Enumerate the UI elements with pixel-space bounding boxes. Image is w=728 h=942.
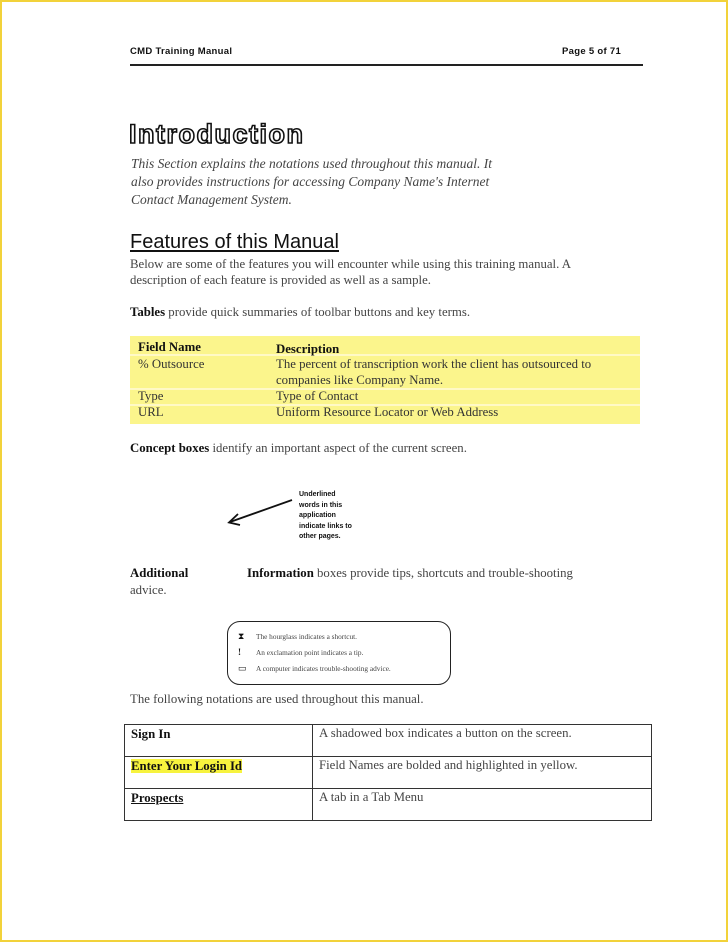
table-header-field-name: Field Name (138, 340, 201, 354)
intro-text (131, 155, 521, 209)
notation-key: Enter Your Login Id (125, 757, 313, 789)
information-text: boxes provide tips, shortcuts and trouble-shooting (313, 566, 573, 580)
table-cell-name: % Outsource (138, 357, 205, 371)
header-page-number: Page 5 of 71 (562, 46, 622, 57)
tables-label: Tables (130, 305, 166, 319)
callout-line: other pages. (299, 533, 341, 540)
callout-line: Underlined (299, 491, 336, 498)
section-heading: Features of this Manual (130, 231, 339, 253)
page-title: Introduction (129, 119, 305, 149)
info-row: ⧗ The hourglass indicates a shortcut. (238, 631, 357, 641)
callout-line: application (299, 512, 336, 519)
table-cell-desc: Uniform Resource Locator or Web Address (276, 405, 499, 419)
tables-description (130, 304, 470, 320)
features-line: Below are some of the features you will encounter while using this training manual. A (130, 257, 572, 271)
table-cell-desc: Type of Contact (276, 389, 359, 403)
header-title: CMD Training Manual (130, 46, 233, 57)
notation-desc: Field Names are bolded and highlighted in yellow. (313, 757, 652, 789)
concept-label: Concept boxes (130, 441, 210, 455)
notation-key: Prospects (125, 789, 313, 821)
table-row (125, 789, 652, 821)
hourglass-icon: ⧗ (238, 631, 245, 641)
table-row (125, 757, 652, 789)
information-label: Information (247, 566, 314, 580)
intro-line: Contact Management System. (131, 192, 292, 207)
notations-table (124, 724, 652, 821)
intro-line: This Section explains the notations used throughout this manual. It (131, 156, 492, 171)
computer-icon: ▭ (238, 663, 247, 673)
exclamation-icon: ! (238, 647, 241, 657)
advice-line: advice. (130, 583, 167, 597)
notation-key: Sign In (125, 725, 313, 757)
additional-word: Additional (130, 566, 189, 580)
table-cell-name: URL (138, 405, 164, 419)
table-cell-name: Type (138, 389, 164, 403)
notation-desc: A tab in a Tab Menu (313, 789, 652, 821)
arrow-icon (222, 497, 297, 529)
header-rule (130, 64, 643, 66)
table-row (125, 725, 652, 757)
notation-desc: A shadowed box indicates a button on the screen. (313, 725, 652, 757)
information-description (247, 565, 573, 581)
table-cell-desc: The percent of transcription work the client has outsourced to (276, 357, 592, 371)
concept-text: identify an important aspect of the current screen. (209, 441, 467, 455)
table-cell-desc: companies like Company Name. (276, 373, 444, 387)
table-header-description: Description (276, 342, 340, 356)
intro-line: also provides instructions for accessing Company Name's Internet (131, 174, 490, 189)
concept-description (130, 440, 467, 456)
features-paragraph (130, 256, 630, 288)
callout-line: words in this (299, 501, 343, 509)
tables-text: provide quick summaries of toolbar buttons and key terms. (165, 305, 471, 319)
sample-table (130, 336, 640, 424)
notations-intro: The following notations are used throughout this manual. (130, 692, 424, 706)
features-line: description of each feature is provided as well as a sample. (130, 273, 431, 287)
information-box (227, 621, 451, 685)
concept-callout (299, 490, 352, 543)
info-row: ! An exclamation point indicates a tip. (238, 647, 364, 657)
info-row: ▭ A computer indicates trouble-shooting advice. (238, 663, 391, 673)
callout-line: indicate links to (299, 522, 352, 530)
